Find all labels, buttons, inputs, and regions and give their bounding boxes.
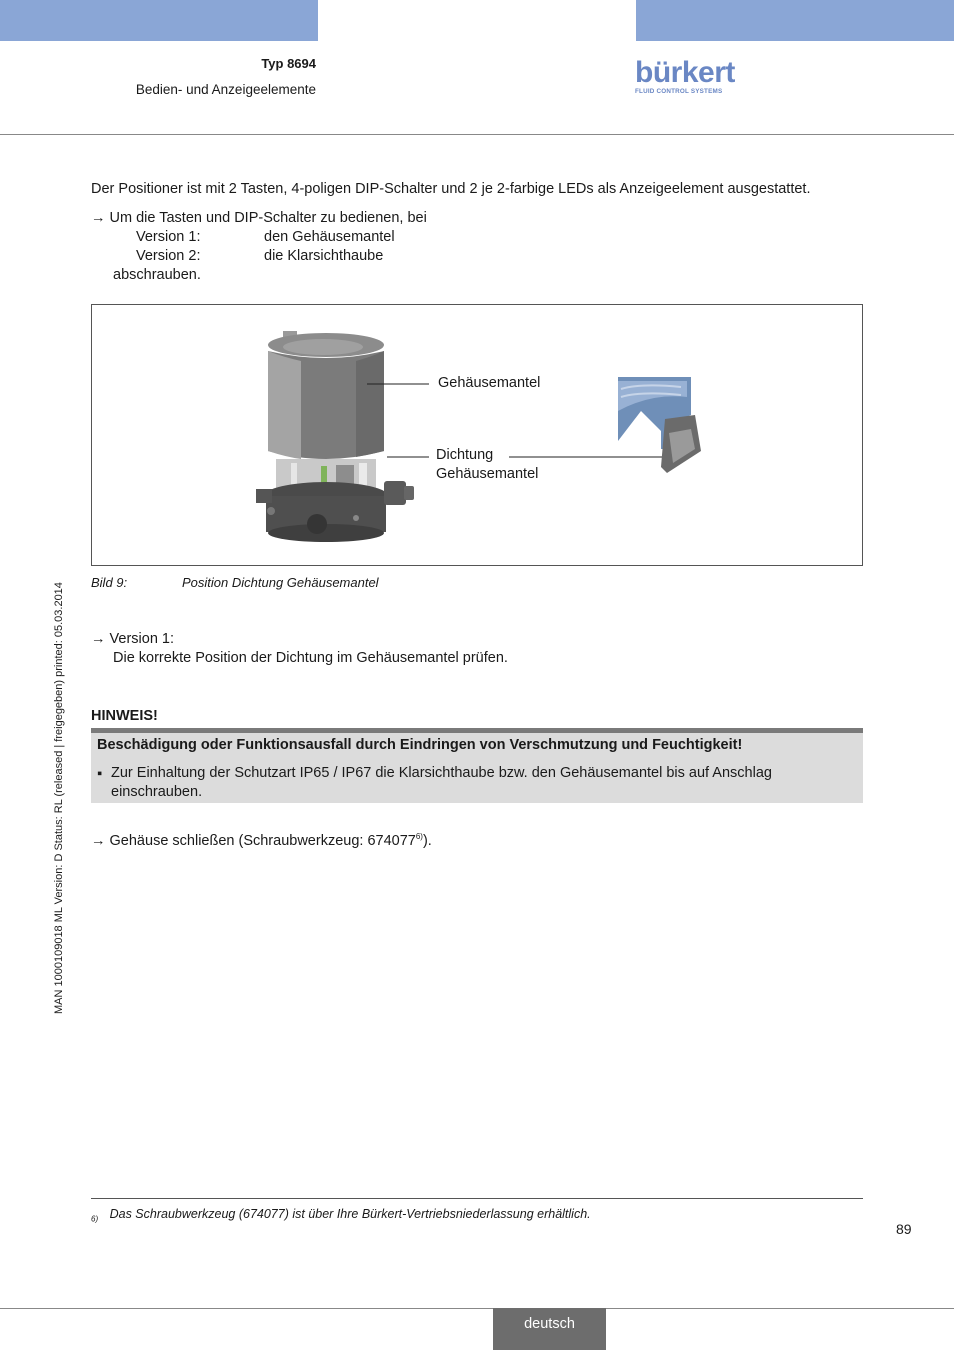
notice-title: Beschädigung oder Funktionsausfall durch Eindringen von Verschmutzung und Feuchtigkeit! (97, 737, 743, 753)
step-unscrew-end: abschrauben. (113, 267, 201, 283)
header-divider (0, 134, 954, 135)
step-close-text: → Gehäuse schließen (Schraubwerkzeug: 674077 (91, 832, 416, 849)
burkert-logo (635, 58, 735, 96)
page-number: 89 (896, 1221, 912, 1237)
notice-box (91, 733, 863, 803)
footnote-marker: 6) (91, 1214, 99, 1224)
step-close-end: ). (422, 832, 432, 849)
notice-heading: HINWEIS! (91, 708, 158, 724)
figure-caption-text: Position Dichtung Gehäusemantel (182, 575, 379, 590)
footnote-ref: 6) (415, 832, 423, 841)
footer-divider (0, 1308, 954, 1309)
figure-caption-number: Bild 9: (91, 575, 128, 590)
label-dichtung: Dichtung (436, 447, 494, 463)
header-bar-left (0, 0, 318, 41)
logo-wordmark: bürkert (635, 56, 735, 89)
notice-bullet-icon: ▪ (97, 766, 103, 782)
step-version1-text: Die korrekte Position der Dichtung im Gehäusemantel prüfen. (113, 650, 508, 666)
doc-title: Typ 8694 (261, 56, 316, 71)
version1-value: den Gehäusemantel (264, 229, 395, 245)
step-version1: → Version 1: (91, 631, 175, 647)
footnote-divider (91, 1198, 863, 1199)
notice-bullet-line1: Zur Einhaltung der Schutzart IP65 / IP67 die Klarsichthaube bzw. den Gehäusemantel bis auf Anschlag (111, 765, 772, 781)
label-gehaeusemantel: Gehäusemantel (438, 375, 541, 391)
language-tab: deutsch (493, 1308, 606, 1350)
version1-label: Version 1: (136, 229, 201, 245)
footnote-text: Das Schraubwerkzeug (674077) ist über Ihre Bürkert-Vertriebsniederlassung erhältlich. (109, 1207, 591, 1221)
notice-bullet-line2: einschrauben. (111, 784, 203, 800)
step-unscrew: → Um die Tasten und DIP-Schalter zu bedienen, bei (91, 210, 427, 226)
footnote (91, 1207, 591, 1224)
label-dichtung-gehaeusemantel: Gehäusemantel (436, 466, 539, 482)
positioner-illustration (92, 305, 862, 565)
side-document-info: MAN 1000109018 ML Version: D Status: RL (released | freigegeben) printed: 05.03.2014 (53, 582, 65, 1014)
doc-subtitle: Bedien- und Anzeigeelemente (135, 82, 316, 97)
version2-value: die Klarsichthaube (264, 248, 384, 264)
intro-paragraph: Der Positioner ist mit 2 Tasten, 4-poligen DIP-Schalter und 2 je 2-farbige LEDs als Anzeigeelement ausgestattet. (91, 181, 811, 197)
step-close-housing (91, 832, 432, 849)
version2-label: Version 2: (136, 248, 201, 264)
logo-tagline: FLUID CONTROL SYSTEMS (635, 88, 723, 95)
header-bar-right (636, 0, 954, 41)
figure-box (91, 304, 863, 566)
